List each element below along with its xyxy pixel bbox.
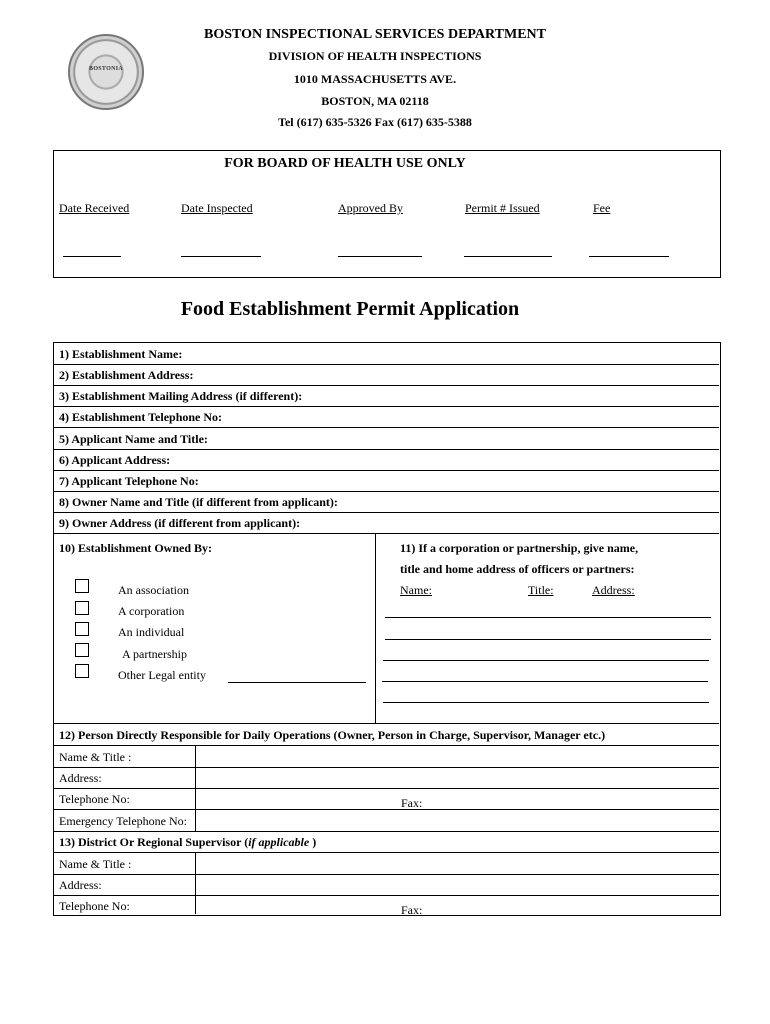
s13-name-label: Name & Title : bbox=[59, 857, 132, 871]
s12-fax-label: Fax: bbox=[401, 796, 423, 810]
officer-line-4[interactable] bbox=[382, 681, 708, 682]
seal-text: BOSTONIA bbox=[89, 66, 123, 72]
s12-name-label: Name & Title : bbox=[59, 750, 132, 764]
s13-fax-label: Fax: bbox=[401, 903, 423, 917]
establishment-name-label: 1) Establishment Name: bbox=[59, 347, 183, 361]
section-13-label-post: ) bbox=[309, 835, 317, 849]
section-13-header bbox=[53, 832, 719, 853]
officer-line-2[interactable] bbox=[385, 639, 711, 640]
officers-label-line2: title and home address of officers or partners: bbox=[400, 562, 635, 576]
s12-emergency-label: Emergency Telephone No: bbox=[59, 814, 188, 828]
section-divider bbox=[375, 534, 376, 724]
date-received-field[interactable] bbox=[63, 256, 121, 257]
officer-address-header: Address: bbox=[592, 583, 635, 597]
applicant-name-label: 5) Applicant Name and Title: bbox=[59, 432, 208, 446]
fee-field[interactable] bbox=[589, 256, 669, 257]
association-checkbox[interactable] bbox=[75, 579, 89, 593]
s13-phone-row[interactable] bbox=[53, 896, 719, 914]
establishment-address-row[interactable] bbox=[53, 365, 719, 386]
owner-name-label: 8) Owner Name and Title (if different from applicant): bbox=[59, 495, 338, 509]
applicant-phone-label: 7) Applicant Telephone No: bbox=[59, 474, 199, 488]
s12-name-row[interactable] bbox=[53, 746, 719, 768]
officer-title-header: Title: bbox=[528, 583, 554, 597]
owned-by-label: 10) Establishment Owned By: bbox=[59, 541, 213, 555]
partnership-checkbox[interactable] bbox=[75, 643, 89, 657]
approved-by-field[interactable] bbox=[338, 256, 422, 257]
board-use-title: FOR BOARD OF HEALTH USE ONLY bbox=[224, 156, 466, 171]
partnership-label: A partnership bbox=[122, 647, 187, 661]
officer-line-1[interactable] bbox=[385, 617, 711, 618]
street-address: 1010 MASSACHUSETTS AVE. bbox=[293, 72, 457, 86]
officers-label-line1: 11) If a corporation or partnership, give name, bbox=[400, 541, 639, 555]
owner-address-label: 9) Owner Address (if different from applicant): bbox=[59, 516, 301, 530]
fee-label: Fee bbox=[593, 201, 611, 215]
mailing-address-label: 3) Establishment Mailing Address (if different): bbox=[59, 389, 303, 403]
s12-phone-row[interactable] bbox=[53, 789, 719, 810]
s12-phone-label: Telephone No: bbox=[59, 792, 130, 806]
s13-address-label: Address: bbox=[59, 878, 102, 892]
officer-line-5[interactable] bbox=[383, 702, 709, 703]
form-title: Food Establishment Permit Application bbox=[180, 298, 520, 320]
applicant-phone-row[interactable] bbox=[53, 471, 719, 492]
officer-name-header: Name: bbox=[400, 583, 432, 597]
s13-address-row[interactable] bbox=[53, 875, 719, 896]
mailing-address-row[interactable] bbox=[53, 386, 719, 407]
phone-fax: Tel (617) 635-5326 Fax (617) 635-5388 bbox=[278, 115, 472, 129]
establishment-address-label: 2) Establishment Address: bbox=[59, 368, 194, 382]
association-label: An association bbox=[118, 583, 189, 597]
applicant-address-label: 6) Applicant Address: bbox=[59, 453, 171, 467]
other-entity-field[interactable] bbox=[228, 682, 366, 683]
officer-line-3[interactable] bbox=[383, 660, 709, 661]
date-inspected-label: Date Inspected bbox=[181, 201, 253, 215]
individual-label: An individual bbox=[118, 625, 185, 639]
corporation-checkbox[interactable] bbox=[75, 601, 89, 615]
section-12-header bbox=[53, 724, 719, 746]
s12-address-label: Address: bbox=[59, 771, 102, 785]
s13-name-row[interactable] bbox=[53, 853, 719, 875]
establishment-phone-label: 4) Establishment Telephone No: bbox=[59, 410, 223, 424]
city-address: BOSTON, MA 02118 bbox=[321, 94, 429, 108]
s12-address-row[interactable] bbox=[53, 768, 719, 789]
section-12-label: 12) Person Directly Responsible for Daily Operations (Owner, Person in Charge, Supervisor, Manager etc.) bbox=[59, 728, 606, 742]
section-13-label-pre: 13) District Or Regional Supervisor ( bbox=[59, 835, 249, 849]
owner-address-row[interactable] bbox=[53, 513, 719, 534]
other-entity-label: Other Legal entity bbox=[118, 668, 206, 682]
individual-checkbox[interactable] bbox=[75, 622, 89, 636]
approved-by-label: Approved By bbox=[338, 201, 403, 215]
department-title: BOSTON INSPECTIONAL SERVICES DEPARTMENT bbox=[204, 27, 546, 42]
establishment-name-row[interactable] bbox=[53, 343, 719, 365]
permit-issued-field[interactable] bbox=[464, 256, 552, 257]
s12-emergency-row[interactable] bbox=[53, 810, 719, 832]
applicant-address-row[interactable] bbox=[53, 450, 719, 471]
applicant-name-row[interactable] bbox=[53, 428, 719, 450]
s13-phone-label: Telephone No: bbox=[59, 899, 130, 913]
other-entity-checkbox[interactable] bbox=[75, 664, 89, 678]
permit-issued-label: Permit # Issued bbox=[465, 201, 540, 215]
section-13-label-em: if applicable bbox=[248, 835, 310, 849]
date-inspected-field[interactable] bbox=[181, 256, 261, 257]
division-title: DIVISION OF HEALTH INSPECTIONS bbox=[268, 49, 482, 63]
owner-name-row[interactable] bbox=[53, 492, 719, 513]
corporation-label: A corporation bbox=[118, 604, 185, 618]
date-received-label: Date Received bbox=[59, 201, 130, 215]
establishment-phone-row[interactable] bbox=[53, 407, 719, 428]
